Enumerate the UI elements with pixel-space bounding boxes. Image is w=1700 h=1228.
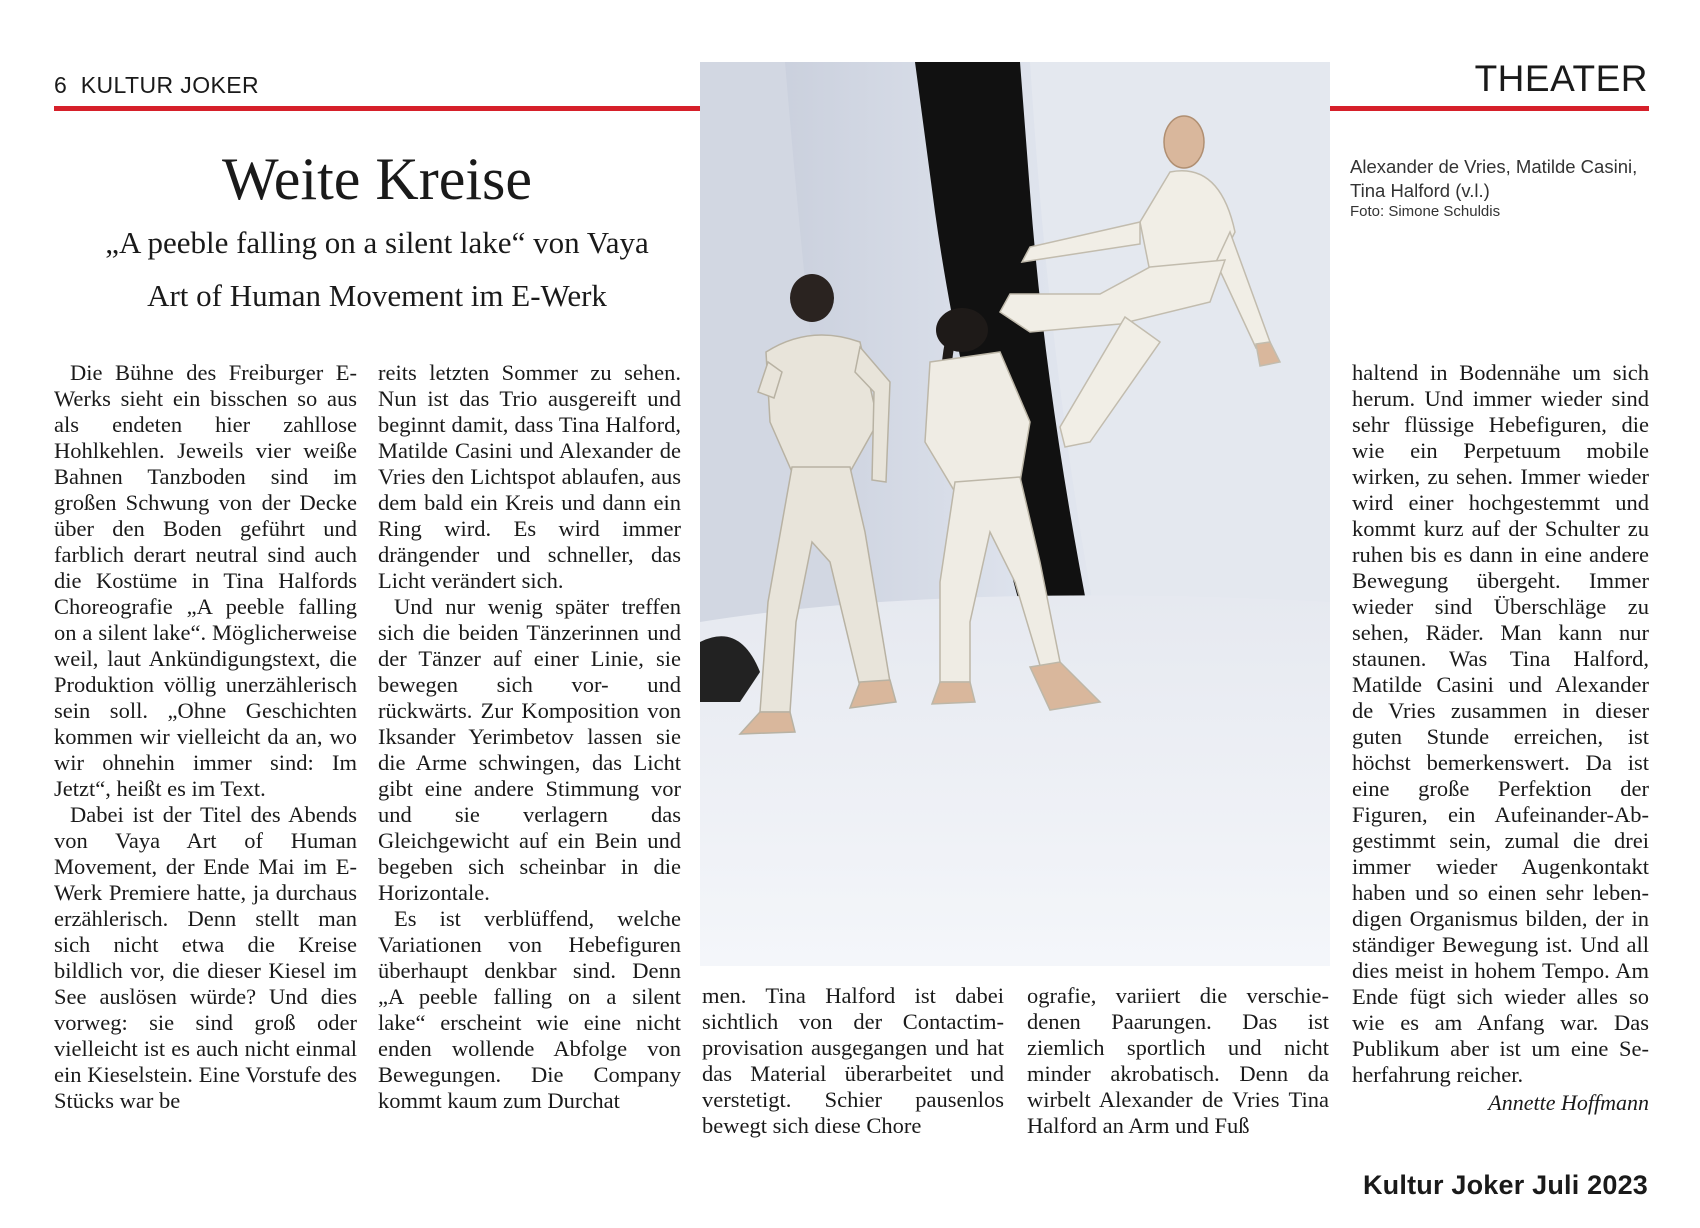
section-title: THEATER xyxy=(1474,58,1648,99)
paragraph: Es ist verblüffend, welche Variationen von Hebefiguren überhaupt denkbar sind. Denn „A peeble falling on a silent lake“ erscheint wie eine nicht enden wollende Abfolge von Bewegungen. Die Company kommt kaum zum Durchat xyxy=(378,906,681,1113)
paragraph: haltend in Bodennähe um sich herum. Und immer wieder sind sehr flüssige Hebefiguren, die wie ein Perpetuum mobile wirken, zu sehen. Immer wieder wird einer hochgestemmt und kommt kurz auf der Schulter zu ruhen bis es dann in eine andere Bewegung übergeht. Immer wieder sind Überschläge zu sehen, Räder. Man kann nur staunen. Was Tina Halford, Matilde Casini und Alexander de Vries zusammen in dieser guten Stunde erreichen, ist höchst bemerkenswert. Da ist eine große Perfektion der Figuren, ein Aufeinander-Abgestimmt sein, zumal die drei immer wieder Augenkontakt haben und so einen sehr lebendigen Organismus bilden, der in ständiger Bewegung ist. Und all dies meist in hohem Tempo. Am Ende fügt sich wieder alles so wie es am Anfang war. Das Publikum aber ist um eine Seherfahrung reicher. xyxy=(1352,360,1649,1087)
paragraph: Dabei ist der Titel des Abends von Vaya Art of Human Movement, der Ende Mai im E-Werk Premiere hatte, ja durchaus erzählerisch. Denn stellt man sich nicht etwa die Kreise bildlich vor, die dieser Kiesel im See auslösen würde? Und dies vorweg: sie sind groß oder vielleicht ist es auch nicht einmal ein Kieselstein. Eine Vorstufe des Stücks war be xyxy=(54,802,357,1113)
article-column-4 xyxy=(1027,983,1329,1139)
article-column-2 xyxy=(378,360,681,1114)
page-number: 6 xyxy=(54,72,68,98)
article-column-1 xyxy=(54,360,357,1114)
paragraph: Und nur wenig später treffen sich die beiden Tänzerinnen und der Tänzer auf einer Linie, sie bewegen sich vor- und rückwärts. Zur Komposition von Iksander Yerimbetov lassen sie die Arme schwingen, das Licht gibt eine andere Stimmung vor und sie verlagern das Gleichgewicht auf ein Bein und begeben sich scheinbar in die Horizontale. xyxy=(378,594,681,905)
article-subtitle xyxy=(54,216,700,322)
paragraph: ografie, variiert die verschiedenen Paarungen. Das ist ziemlich sportlich und nicht minder akrobatisch. Denn da wirbelt Alexander de Vries Tina Halford an Arm und Fuß xyxy=(1027,983,1329,1138)
article-column-5 xyxy=(1352,360,1649,1116)
subtitle-line-1: „A peeble falling on a silent lake“ von Vaya xyxy=(105,225,649,260)
caption-text: Alexander de Vries, Matilde Casini, Tina Halford (v.l.) xyxy=(1350,156,1638,201)
paragraph: men. Tina Halford ist dabei sichtlich von der Contactimprovisation ausgegangen und hat das Material überarbeitet und verstetigt. Schier pausenlos bewegt sich diese Chore xyxy=(702,983,1004,1138)
page-header-left xyxy=(54,72,259,99)
article-column-3 xyxy=(702,983,1004,1139)
header-rule-right xyxy=(1330,106,1649,111)
header-rule-left xyxy=(54,106,700,111)
paragraph: reits letzten Sommer zu sehen. Nun ist das Trio ausgereift und beginnt damit, dass Tina Halford, Matilde Casini und Alexander de Vries den Lichtspot ablaufen, aus dem bald ein Kreis und dann ein Ring wird. Es wird immer drängender und schneller, das Licht verändert sich. xyxy=(378,360,681,593)
article-title: Weite Kreise xyxy=(221,146,533,212)
publication-name: KULTUR JOKER xyxy=(80,72,259,98)
photo-caption xyxy=(1350,155,1650,221)
author-byline: Annette Hoffmann xyxy=(1488,1090,1649,1115)
photo-credit: Foto: Simone Schuldis xyxy=(1350,203,1501,220)
footer-issue: Kultur Joker Juli 2023 xyxy=(1362,1170,1648,1200)
subtitle-line-2: Art of Human Movement im E-Werk xyxy=(147,278,607,313)
paragraph: Die Bühne des Freiburger E-Werks sieht ein bisschen so aus als endeten hier zahllose Hohlkehlen. Jeweils vier weiße Bahnen Tanzboden sind im großen Schwung von der Decke über den Boden geführt und farblich derart neutral sind auch die Kostüme in Tina Halfords Choreografie „A peeble falling on a silent lake“. Möglicherweise weil, laut Ankündigungstext, die Produktion völlig unerzählerisch sein soll. „Ohne Geschichten kommen wir vielleicht da an, wo wir ohnehin immer sind: Im Jetzt“, heißt es im Text. xyxy=(54,360,357,801)
article-photo xyxy=(700,62,1330,966)
